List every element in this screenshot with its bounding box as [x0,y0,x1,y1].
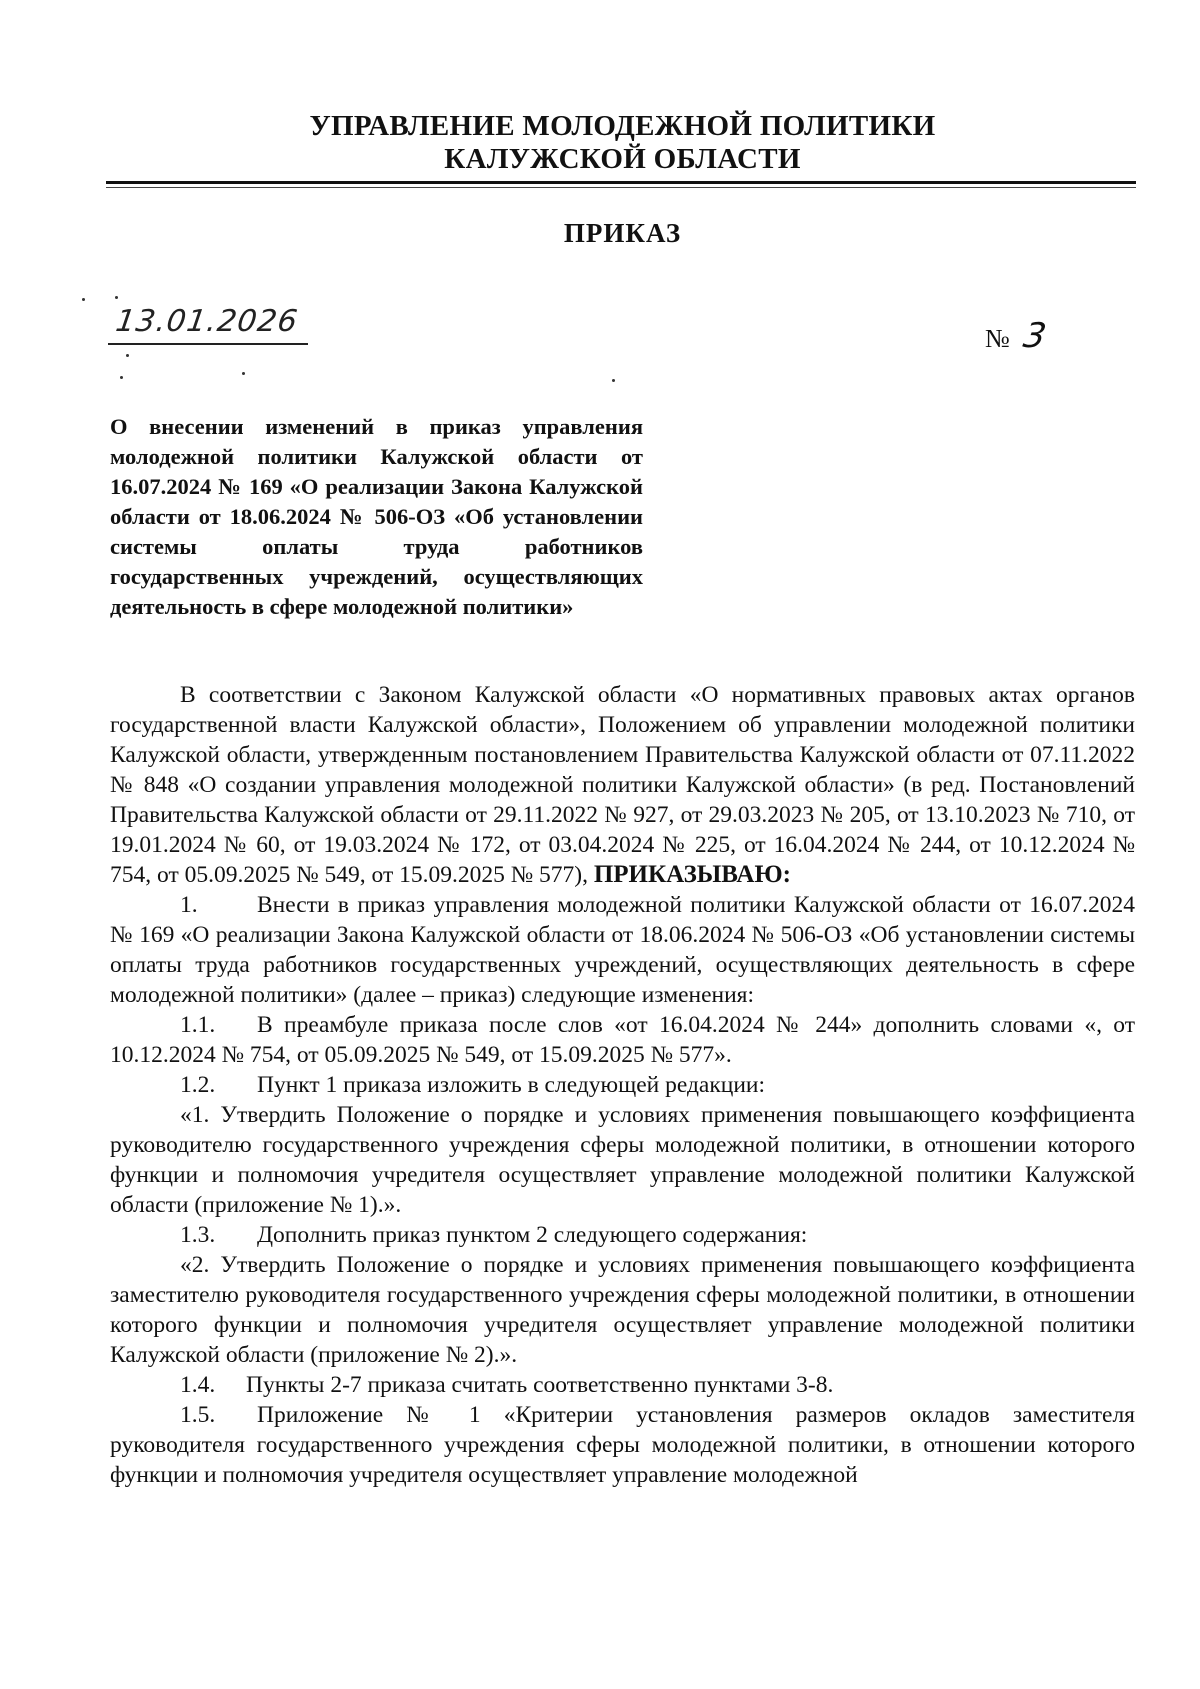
scan-speck [120,376,123,379]
order-number [985,316,1050,356]
item-text: Приложение № 1 «Критерии установления размеров окладов заместителя руководителя государственного учреждения сферы молодежной политики, в отношении которого функции и полномочия учредителя осуществляет управление молодежной [110,1402,1135,1488]
organization-name-line1: УПРАВЛЕНИЕ МОЛОДЕЖНОЙ ПОЛИТИКИ [309,110,936,142]
item-text: В преамбуле приказа после слов «от 16.04.2024 № 244» дополнить словами «, от 10.12.2024 № 754, от 05.09.2025 № 549, от 15.09.2025 № 577». [110,1012,1135,1068]
item-1-1 [110,1010,1135,1070]
item-1-3-quote: «2. Утвердить Положение о порядке и условиях применения повышающего коэффициента заместителю руководителя государственного учреждения сферы молодежной политики, в отношении которого функции и полномочия учредителя осуществляет управление молодежной политики Калужской области (приложение № 2).». [110,1252,1135,1368]
order-word: ПРИКАЗЫВАЮ: [593,861,791,888]
number-sign: № [985,324,1010,353]
order-body [110,680,1135,1490]
organization-header [110,110,1135,176]
item-1-3 [110,1220,1135,1250]
preamble-text: В соответствии с Законом Калужской области «О нормативных правовых актах органов государственной власти Калужской области», Положением об управлении молодежной политики Калужской области, утвержденным постановлением Правительства Калужской области от 07.11.2022 № 848 «О создании управления молодежной политики Калужской области» (в ред. Постановлений Правительства Калужской области от 29.11.2022 № 927, от 29.03.2023 № 205, от 13.10.2023 № 710, от 19.01.2024 № 60, от 19.03.2024 № 172, от 03.04.2024 № 225, от 16.04.2024 № 244, от 10.12.2024 № 754, от 05.09.2025 № 549, от 15.09.2025 № 577), [110,682,1135,888]
handwritten-date: 13.01.2026 [113,304,301,339]
item-text: Пункт 1 приказа изложить в следующей редакции: [257,1072,766,1098]
item-number: 1. [180,892,198,918]
item-number: 1.2. [180,1072,216,1098]
item-number: 1.4. [180,1372,216,1398]
handwritten-number: 3 [1020,316,1050,356]
order-subject: О внесении изменений в приказ управления молодежной политики Калужской области от 16.07.2024 № 169 «О реализации Закона Калужской области от 18.06.2024 № 506-ОЗ «Об установлении системы оплаты труда работников государственных учреждений, осуществляющих деятельность в сфере молодежной политики» [110,414,643,619]
scan-speck [82,298,85,301]
document-type: ПРИКАЗ [563,218,682,248]
item-text: Внести в приказ управления молодежной политики Калужской области от 16.07.2024 № 169 «О реализации Закона Калужской области от 18.06.2024 № 506-ОЗ «Об установлении системы оплаты труда работников государственных учреждений, осуществляющих деятельность в сфере молодежной политики» (далее – приказ) следующие изменения: [110,892,1135,1008]
header-divider-thin [106,187,1136,188]
item-1-2 [110,1070,1135,1100]
header-divider [106,181,1136,184]
item-1-4 [110,1370,1135,1400]
item-1-5 [110,1400,1135,1490]
preamble-paragraph [110,680,1135,890]
scan-speck [612,379,615,382]
organization-name-line2: КАЛУЖСКОЙ ОБЛАСТИ [444,143,801,175]
item-text: Пункты 2-7 приказа считать соответственно пунктами 3-8. [246,1372,834,1398]
item-number: 1.5. [180,1402,216,1428]
order-date [108,302,308,348]
item-text: Дополнить приказ пунктом 2 следующего содержания: [257,1222,808,1248]
scan-speck [115,296,118,299]
scan-speck [242,372,245,375]
item-number: 1.1. [180,1012,216,1038]
date-underline [108,343,308,345]
item-1 [110,890,1135,1010]
item-number: 1.3. [180,1222,216,1248]
item-1-2-quote: «1. Утвердить Положение о порядке и условиях применения повышающего коэффициента руководителю государственного учреждения сферы молодежной политики, в отношении которого функции и полномочия учредителя осуществляет управление молодежной политики Калужской области (приложение № 1).». [110,1102,1135,1218]
scan-speck [126,354,129,357]
